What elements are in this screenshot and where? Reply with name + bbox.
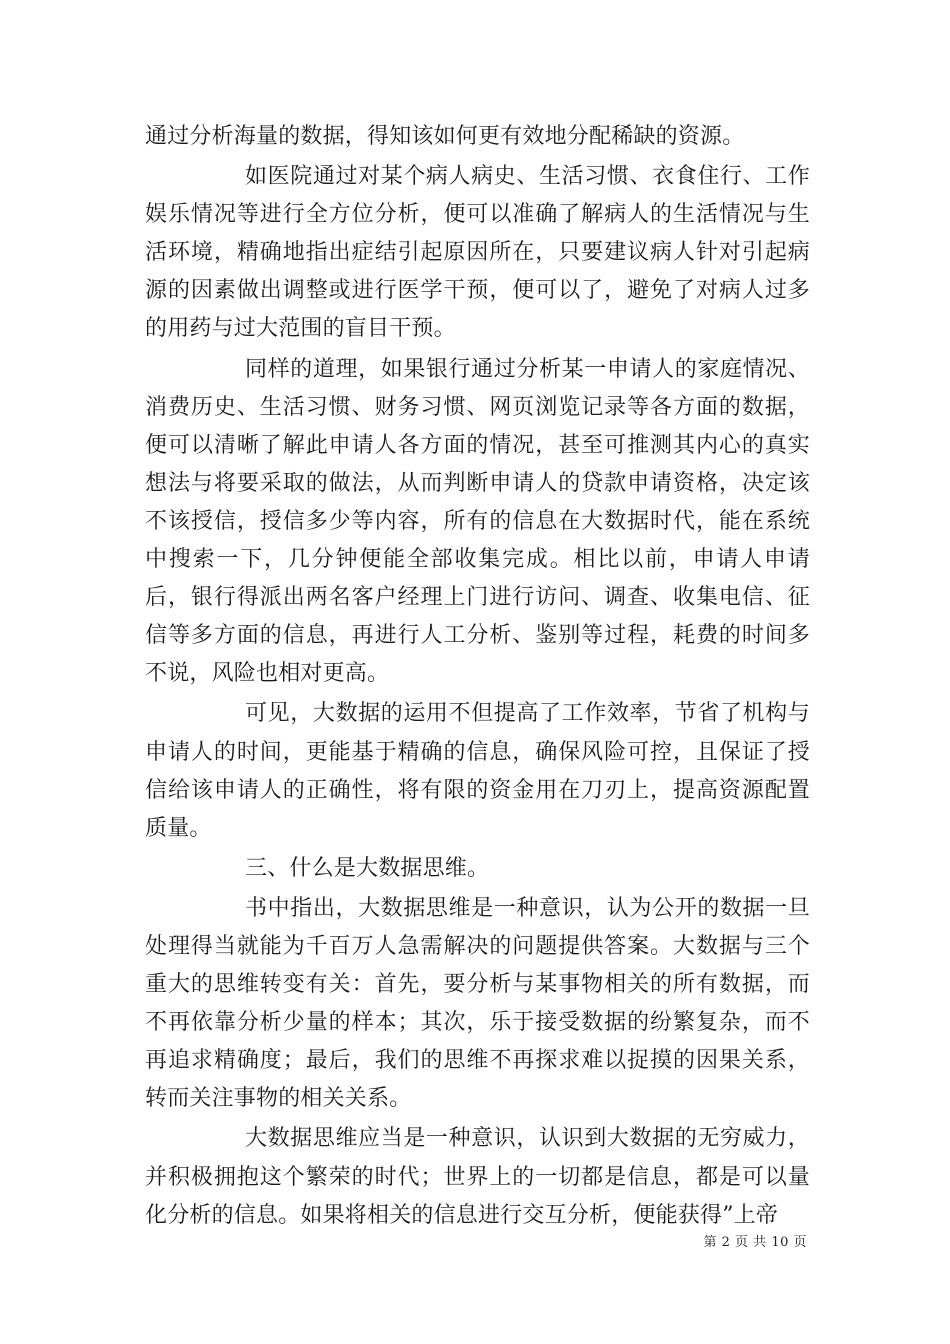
paragraph-6: 大数据思维应当是一种意识，认识到大数据的无穷威力，并积极拥抱这个繁荣的时代；世界上的一切都是信息，都是可以量化分析的信息。如果将相关的信息进行交互分析，便能获得”上帝	[145, 1126, 810, 1228]
paragraph-4: 可见，大数据的运用不但提高了工作效率，节省了机构与申请人的时间，更能基于精确的信息，确保风险可控，且保证了授信给该申请人的正确性，将有限的资金用在刀刃上，提高资源配置质量。	[145, 701, 810, 841]
paragraph-3: 同样的道理，如果银行通过分析某一申请人的家庭情况、消费历史、生活习惯、财务习惯、网页浏览记录等各方面的数据，便可以清晰了解此申请人各方面的情况，甚至可推测其内心的真实想法与将要采取的做法，从而判断申请人的贷款申请资格，决定该不该授信，授信多少等内容，所有的信息在大数据时代，能在系统中搜索一下，几分钟便能全部收集完成。相比以前，申请人申请后，银行得派出两名客户经理上门进行访问、调查、收集电信、征信等多方面的信息，再进行人工分析、鉴别等过程，耗费的时间多不说，风险也相对更高。	[145, 356, 810, 687]
section-heading: 三、什么是大数据思维。	[245, 855, 490, 881]
document-body	[145, 118, 810, 1237]
paragraph-5: 书中指出，大数据思维是一种意识，认为公开的数据一旦处理得当就能为千百万人急需解决的问题提供答案。大数据与三个重大的思维转变有关：首先，要分析与某事物相关的所有数据，而不再依靠分析少量的样本；其次，乐于接受数据的纷繁复杂，而不再追求精确度；最后，我们的思维不再探求难以捉摸的因果关系，转而关注事物的相关关系。	[145, 895, 810, 1112]
paragraph-1: 通过分析海量的数据，得知该如何更有效地分配稀缺的资源。	[145, 124, 745, 149]
page-number-footer: 第 2 页 共 10 页	[703, 1235, 807, 1250]
paragraph-2: 如医院通过对某个病人病史、生活习惯、衣食住行、工作娱乐情况等进行全方位分析，便可以准确了解病人的生活情况与生活环境，精确地指出症结引起原因所在，只要建议病人针对引起病源的因素做出调整或进行医学干预，便可以了，避免了对病人过多的用药与过大范围的盲目干预。	[145, 164, 810, 342]
